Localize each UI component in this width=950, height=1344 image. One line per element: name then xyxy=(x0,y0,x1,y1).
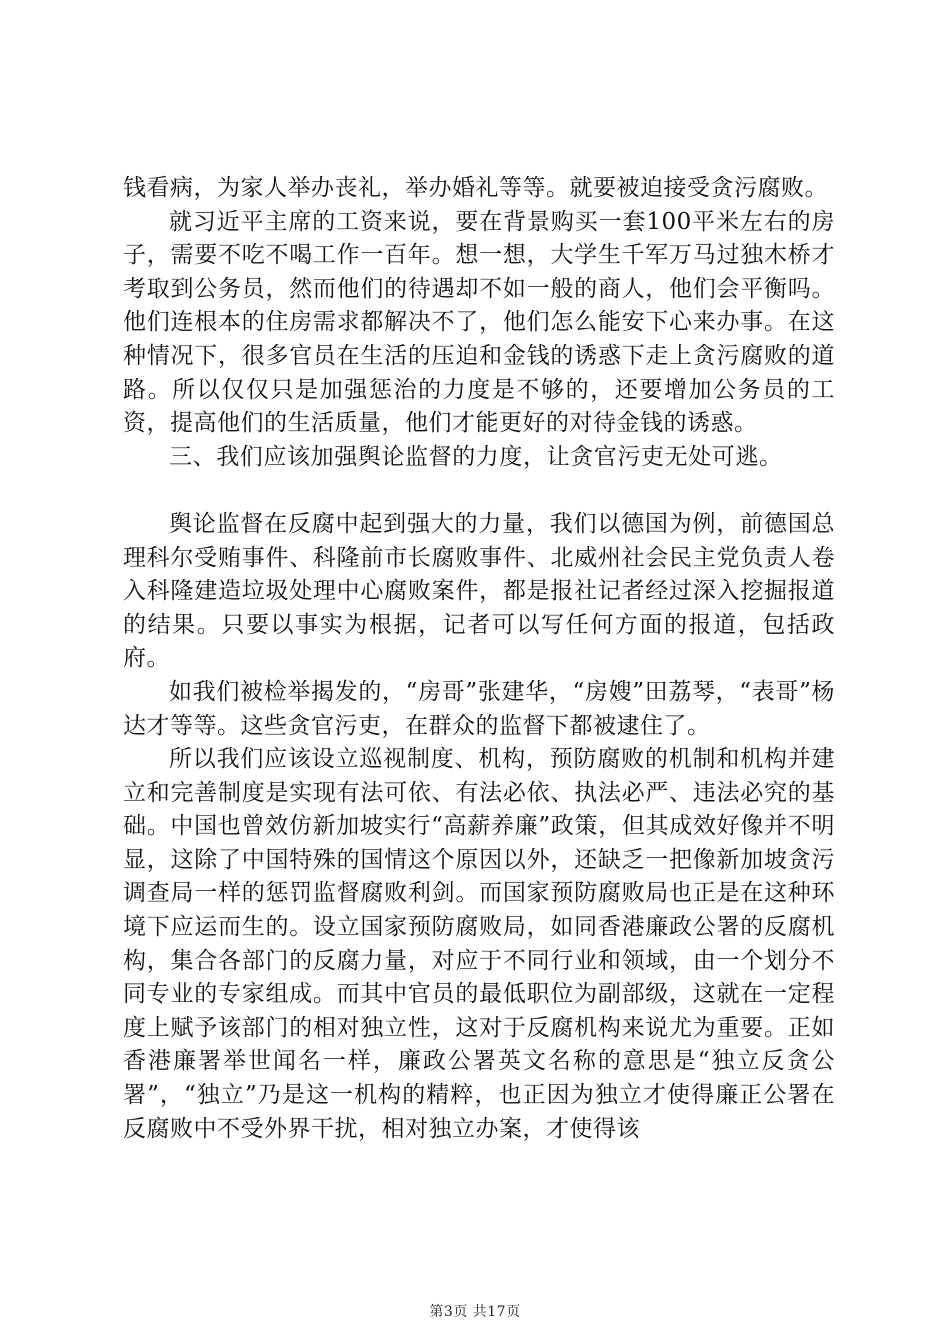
page-footer xyxy=(0,1301,950,1321)
paragraph: 舆论监督在反腐中起到强大的力量，我们以德国为例，前德国总理科尔受贿事件、科隆前市长腐败事件、北威州社会民主党负责人卷入科隆建造垃圾处理中心腐败案件，都是报社记者经过深入挖掘报道的结果。只要以事实为根据，记者可以写任何方面的报道，包括政府。 xyxy=(123,510,835,672)
paragraph: 钱看病，为家人举办丧礼，举办婚礼等等。就要被迫接受贪污腐败。 xyxy=(123,175,828,201)
paragraph: 如我们被检举揭发的，“房哥”张建华，“房嫂”田荔琴，“表哥”杨达才等等。这些贪官污吏，在群众的监督下都被逮住了。 xyxy=(123,678,835,739)
paragraph: 所以我们应该设立巡视制度、机构，预防腐败的机制和机构并建立和完善制度是实现有法可依、有法必依、执法必严、违法必究的基础。中国也曾效仿新加坡实行“高薪养廉”政策，但其成效好像并不明显，这除了中国特殊的国情这个原因以外，还缺乏一把像新加坡贪污调查局一样的惩罚监督腐败利剑。而国家预防腐败局也正是在这种环境下应运而生的。设立国家预防腐败局，如同香港廉政公署的反腐机构，集合各部门的反腐力量，对应于不同行业和领域，由一个划分不同专业的专家组成。而其中官员的最低职位为副部级，这就在一定程度上赋予该部门的相对独立性，这对于反腐机构来说尤为重要。正如香港廉署举世闻名一样，廉政公署英文名称的意思是“独立反贪公署”，“独立”乃是这一机构的精粹，也正因为独立才使得廉正公署在反腐败中不受外界干扰，相对独立办案，才使得该 xyxy=(123,746,835,1142)
document-body xyxy=(123,172,835,1146)
paragraph: 就习近平主席的工资来说，要在背景购买一套100平米左右的房子，需要不吃不喝工作一百年。想一想，大学生千军万马过独木桥才考取到公务员，然而他们的待遇却不如一般的商人，他们会平衡吗。他们连根本的住房需求都解决不了，他们怎么能安下心来办事。在这种情况下，很多官员在生活的压迫和金钱的诱惑下走上贪污腐败的道路。所以仅仅只是加强惩治的力度是不够的，还要增加公务员的工资，提高他们的生活质量，他们才能更好的对待金钱的诱惑。 xyxy=(123,208,835,437)
section-heading: 三、我们应该加强舆论监督的力度，让贪官污吏无处可逃。 xyxy=(169,443,783,470)
page-number-label: 第3页 共17页 xyxy=(429,1304,521,1320)
